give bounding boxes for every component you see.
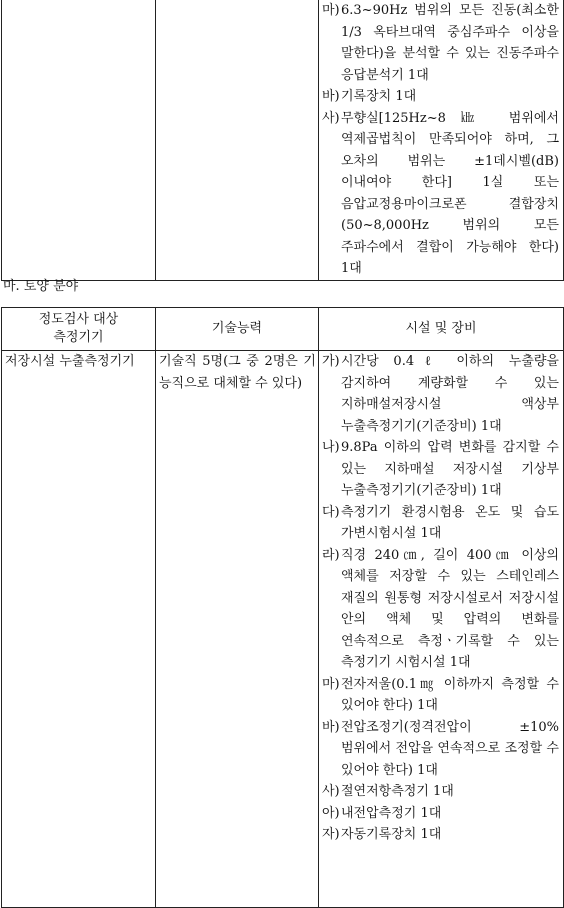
equipment-cell bbox=[319, 351, 564, 908]
continued-equipment-table bbox=[1, 0, 564, 281]
equipment-item: 바) 기록장치 1대 bbox=[322, 89, 417, 104]
equipment-item: 다) 측정기기 환경시험용 온도 및 습도 가변시험시설 1대 bbox=[322, 504, 559, 541]
equipment-item: 가) 시간당 0.4ℓ 이하의 누출량을 감지하여 계량화할 수 있는 지하매설저장시설 액상부 누출측정기기(기준장비) 1대 bbox=[322, 354, 559, 434]
equipment-item: 마) 전자저울(0.1㎎ 이하까지 측정할 수 있어야 한다) 1대 bbox=[322, 676, 559, 713]
equipment-item: 바) 전압조정기(정격전압이 ±10% 범위에서 전압을 연속적으로 조정할 수 있어야 한다) 1대 bbox=[322, 719, 559, 778]
device-cell-continued bbox=[2, 0, 156, 280]
equipment-item: 라) 직경 240㎝, 길이 400㎝ 이상의 액체를 저장할 수 있는 스테인레스 재질의 원통형 저장시설로서 저장시설 안의 액체 및 압력의 변화를 연속적으로 측정ㆍ기록할 수 있는 측정기기 시험시설 1대 bbox=[322, 547, 559, 670]
header-equipment: 시설 및 장비 bbox=[319, 308, 564, 351]
equipment-cell-continued bbox=[319, 0, 564, 280]
equipment-item: 자) 자동기록장치 1대 bbox=[322, 827, 442, 842]
equipment-item: 아) 내전압측정기 1대 bbox=[322, 805, 442, 821]
equipment-item: 마) 6.3~90Hz 범위의 모든 진동(최소한 1/3 옥타브대역 중심주파수 이상을 말한다)을 분석할 수 있는 진동주파수 응답분석기 1대 bbox=[322, 3, 559, 83]
device-cell: 저장시설 누출측정기기 bbox=[2, 351, 156, 908]
section-heading: 마. 토양 분야 bbox=[3, 279, 79, 294]
equipment-item: 사) 절연저항측정기 1대 bbox=[322, 784, 454, 799]
capability-cell: 기술직 5명(그 중 2명은 기능직으로 대체할 수 있다) bbox=[156, 351, 319, 908]
header-capability: 기술능력 bbox=[156, 308, 319, 351]
header-device: 정도검사 대상 측정기기 bbox=[2, 308, 156, 351]
soil-field-table bbox=[1, 307, 564, 908]
equipment-item: 사) 무향실[125Hz~8㎑ 범위에서 역제곱법칙이 만족되어야 하며, 그 오차의 범위는 ±1데시벨(dB) 이내여야 한다] 1실 또는 음압교정용마이크로폰 결합장치(50~8,000Hz 범위의 모든 주파수에서 결합이 가능해야 한다) 1대 bbox=[322, 110, 559, 276]
capability-cell-continued bbox=[156, 0, 319, 280]
equipment-item: 나) 9.8Pa 이하의 압력 변화를 감지할 수 있는 지하매설 저장시설 기상부 누출측정기기(기준장비) 1대 bbox=[322, 440, 559, 498]
